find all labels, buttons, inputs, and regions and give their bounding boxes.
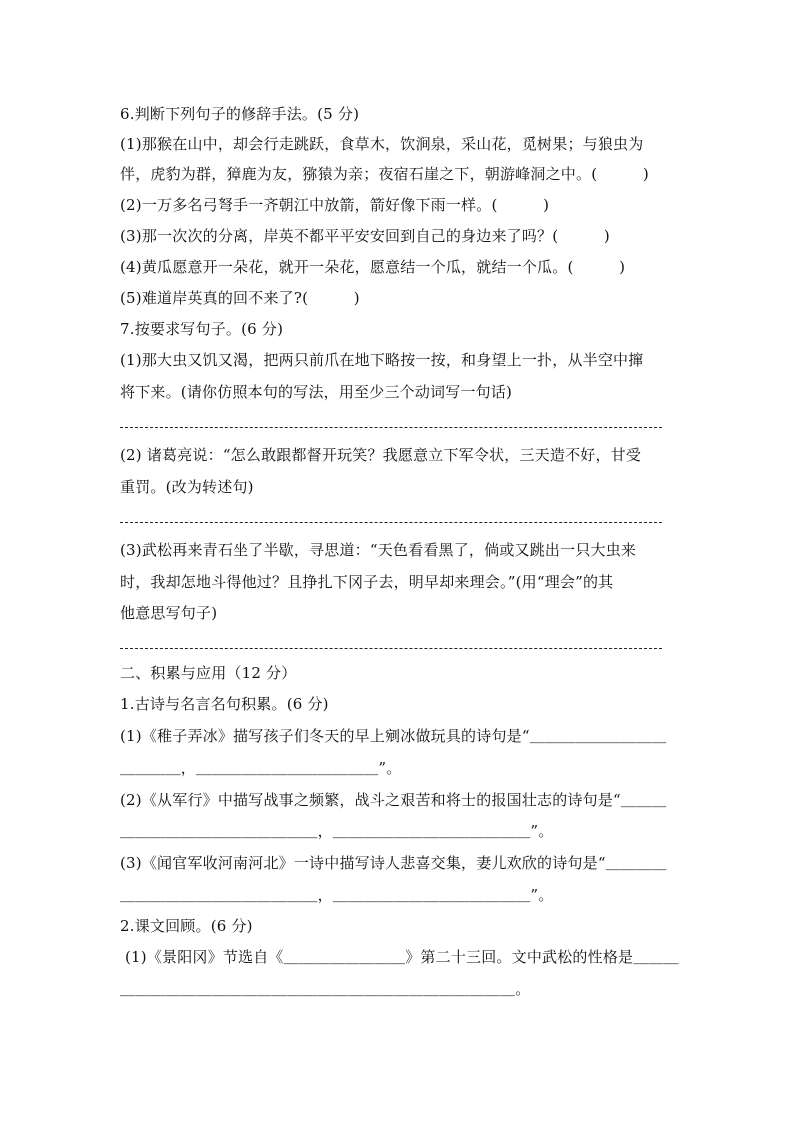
poem-item-1-line-1: (1)《稚子弄冰》描写孩子们冬天的早上剜冰做玩具的诗句是“＿＿＿＿＿＿＿＿＿ — [120, 727, 667, 745]
q7-item-3-line-2: 时，我却怎地斗得他过？且挣扎下冈子去，明早却来理会。”(用“理会”的其 — [120, 573, 614, 591]
review-item-1-line-1: (1)《景阳冈》节选自《＿＿＿＿＿＿＿＿》第二十三回。文中武松的性格是＿＿＿ — [120, 948, 679, 966]
q7-item-3-line-1: (3)武松再来青石坐了半歇，寻思道：“天色看看黑了，倘或又跳出一只大虫来 — [120, 541, 637, 559]
poem-item-3-line-2: ＿＿＿＿＿＿＿＿＿＿＿＿＿，＿＿＿＿＿＿＿＿＿＿＿＿＿”。 — [120, 886, 554, 904]
q6-item-2: (2)一万多名弓弩手一齐朝江中放箭，箭好像下雨一样。( ) — [120, 196, 550, 214]
q7-item-2-line-1: (2) 诸葛亮说：“怎么敢跟都督开玩笑？我愿意立下军令状，三天造不好，甘受 — [120, 446, 642, 464]
answer-blank-line-2[interactable] — [120, 522, 662, 523]
poem-item-2-line-2: ＿＿＿＿＿＿＿＿＿＿＿＿＿，＿＿＿＿＿＿＿＿＿＿＿＿＿”。 — [120, 822, 554, 840]
question-6-title: 6.判断下列句子的修辞手法。(5 分) — [120, 105, 360, 123]
poem-item-3-line-1: (3)《闻官军收河南河北》一诗中描写诗人悲喜交集，妻儿欢欣的诗句是“＿＿＿＿ — [120, 854, 667, 872]
q7-item-1-line-2: 将下来。(请你仿照本句的写法，用至少三个动词写一句话) — [120, 383, 513, 401]
q6-item-5: (5)难道岸英真的回不来了?( ) — [120, 289, 360, 307]
q6-item-1-line-1: (1)那猴在山中，却会行走跳跃，食草木，饮涧泉，采山花，觅树果；与狼虫为 — [120, 135, 644, 153]
q6-item-4: (4)黄瓜愿意开一朵花，就开一朵花，愿意结一个瓜，就结一个瓜。( ) — [120, 258, 626, 276]
review-item-1-line-2: ＿＿＿＿＿＿＿＿＿＿＿＿＿＿＿＿＿＿＿＿＿＿＿＿＿＿。 — [120, 980, 531, 998]
q7-item-3-line-3: 他意思写句子) — [120, 604, 218, 622]
question-7-title: 7.按要求写句子。(6 分) — [120, 320, 284, 338]
q6-item-1-line-2: 伴，虎豹为群，獐鹿为友，猕猿为亲；夜宿石崖之下，朝游峰洞之中。( ) — [120, 165, 649, 183]
answer-blank-line-3[interactable] — [120, 648, 662, 649]
section-2-q2-title: 2.课文回顾。(6 分) — [120, 917, 253, 935]
q7-item-1-line-1: (1)那大虫又饥又渴，把两只前爪在地下略按一按，和身望上一扑，从半空中撺 — [120, 351, 644, 369]
q7-item-2-line-2: 重罚。(改为转述句) — [120, 478, 254, 496]
section-2-title: 二、积累与应用（12 分） — [120, 664, 297, 682]
poem-item-1-line-2: ＿＿＿＿，＿＿＿＿＿＿＿＿＿＿＿＿”。 — [120, 759, 402, 777]
poem-item-2-line-1: (2)《从军行》中描写战事之频繁，战斗之艰苦和将士的报国壮志的诗句是“＿＿＿ — [120, 791, 667, 809]
q6-item-3: (3)那一次次的分离，岸英不都平平安安回到自己的身边来了吗？( ) — [120, 227, 610, 245]
section-2-q1-title: 1.古诗与名言名句积累。(6 分) — [120, 695, 329, 713]
answer-blank-line-1[interactable] — [120, 427, 662, 428]
